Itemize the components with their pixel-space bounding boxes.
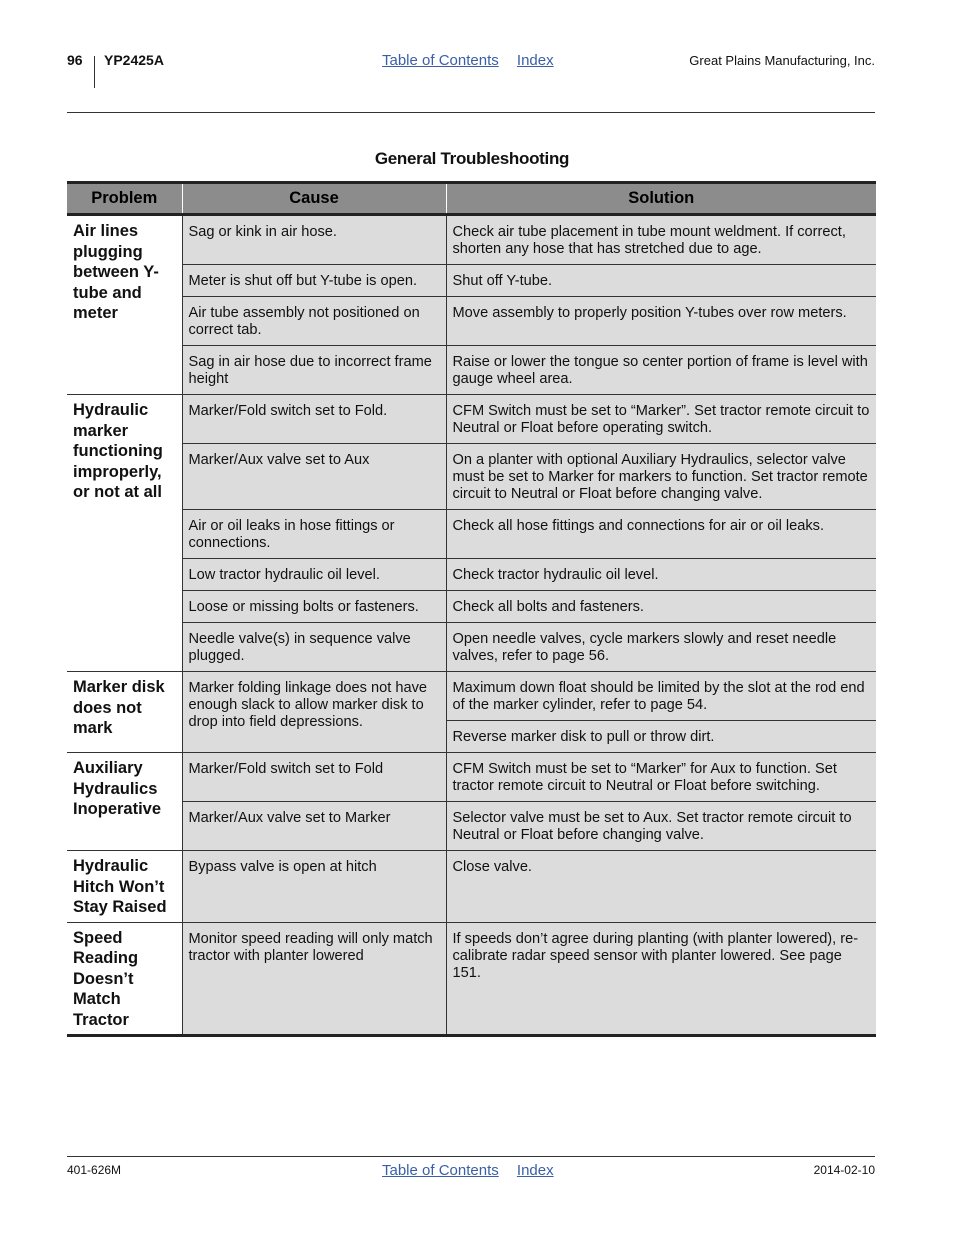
table-row bbox=[67, 922, 876, 1036]
problem-cell: Marker disk does not mark bbox=[67, 672, 182, 753]
table-row bbox=[67, 753, 876, 802]
problem-cell: Hydraulic Hitch Won’t Stay Raised bbox=[67, 851, 182, 923]
cause-cell: Needle valve(s) in sequence valve plugged. bbox=[182, 623, 446, 672]
problem-cell: Speed Reading Doesn’t Match Tractor bbox=[67, 922, 182, 1036]
table-header-row bbox=[67, 183, 876, 215]
cause-cell: Meter is shut off but Y-tube is open. bbox=[182, 265, 446, 297]
table-row bbox=[67, 510, 876, 559]
table-row bbox=[67, 851, 876, 923]
cause-cell: Marker/Aux valve set to Marker bbox=[182, 802, 446, 851]
solution-cell: On a planter with optional Auxiliary Hydraulics, selector valve must be set to Marker for markers to function. Set tractor remote circuit to Neutral or Float before changing valve. bbox=[446, 444, 876, 510]
solution-cell: If speeds don’t agree during planting (with planter lowered), re-calibrate radar speed sensor with planter lowered. See page 151. bbox=[446, 922, 876, 1036]
cause-cell: Marker/Fold switch set to Fold. bbox=[182, 395, 446, 444]
footer-rule bbox=[67, 1156, 875, 1157]
document-id: YP2425A bbox=[104, 52, 164, 68]
table-row bbox=[67, 559, 876, 591]
index-link[interactable]: Index bbox=[516, 1162, 554, 1179]
solution-cell: Move assembly to properly position Y-tubes over row meters. bbox=[446, 297, 876, 346]
troubleshooting-table bbox=[67, 181, 876, 1037]
table-row bbox=[67, 591, 876, 623]
cause-cell: Marker/Fold switch set to Fold bbox=[182, 753, 446, 802]
table-row bbox=[67, 802, 876, 851]
solution-cell: Reverse marker disk to pull or throw dirt. bbox=[446, 721, 876, 753]
cause-cell: Marker/Aux valve set to Aux bbox=[182, 444, 446, 510]
table-row bbox=[67, 623, 876, 672]
cause-cell: Low tractor hydraulic oil level. bbox=[182, 559, 446, 591]
table-body bbox=[67, 215, 876, 1036]
problem-cell: Hydraulic marker functioning improperly, or not at all bbox=[67, 395, 182, 672]
cause-cell: Bypass valve is open at hitch bbox=[182, 851, 446, 923]
solution-cell: CFM Switch must be set to “Marker” for Aux to function. Set tractor remote circuit to Neutral or Float before switching. bbox=[446, 753, 876, 802]
section-title: General Troubleshooting bbox=[374, 149, 570, 168]
solution-cell: Maximum down float should be limited by the slot at the rod end of the marker cylinder, refer to page 54. bbox=[446, 672, 876, 721]
part-number: 401-626M bbox=[67, 1163, 122, 1177]
table-of-contents-link[interactable]: Table of Contents bbox=[382, 1162, 499, 1179]
company-name: Great Plains Manufacturing, Inc. bbox=[689, 53, 875, 68]
header-divider bbox=[94, 56, 95, 88]
table-row bbox=[67, 215, 876, 265]
page-number: 96 bbox=[67, 52, 83, 68]
cause-cell: Sag in air hose due to incorrect frame height bbox=[182, 346, 446, 395]
problem-cell: Auxiliary Hydraulics Inoperative bbox=[67, 753, 182, 851]
solution-cell: Check all hose fittings and connections for air or oil leaks. bbox=[446, 510, 876, 559]
column-header-solution: Solution bbox=[446, 183, 876, 215]
solution-cell: Close valve. bbox=[446, 851, 876, 923]
cause-cell: Marker folding linkage does not have enough slack to allow marker disk to drop into field depressions. bbox=[182, 672, 446, 753]
solution-cell: Shut off Y-tube. bbox=[446, 265, 876, 297]
table-row bbox=[67, 346, 876, 395]
solution-cell: Check tractor hydraulic oil level. bbox=[446, 559, 876, 591]
solution-cell: CFM Switch must be set to “Marker”. Set tractor remote circuit to Neutral or Float before operating switch. bbox=[446, 395, 876, 444]
solution-cell: Check all bolts and fasteners. bbox=[446, 591, 876, 623]
header-nav bbox=[382, 52, 568, 69]
problem-cell: Air lines plugging between Y-tube and meter bbox=[67, 215, 182, 395]
table-row bbox=[67, 395, 876, 444]
solution-cell: Check air tube placement in tube mount weldment. If correct, shorten any hose that has stretched due to age. bbox=[446, 215, 876, 265]
cause-cell: Loose or missing bolts or fasteners. bbox=[182, 591, 446, 623]
column-header-problem: Problem bbox=[67, 183, 182, 215]
table-row bbox=[67, 444, 876, 510]
cause-cell: Sag or kink in air hose. bbox=[182, 215, 446, 265]
footer-nav bbox=[382, 1162, 568, 1179]
publish-date: 2014-02-10 bbox=[813, 1163, 875, 1177]
table-row bbox=[67, 265, 876, 297]
solution-cell: Raise or lower the tongue so center portion of frame is level with gauge wheel area. bbox=[446, 346, 876, 395]
table-row bbox=[67, 297, 876, 346]
cause-cell: Air tube assembly not positioned on correct tab. bbox=[182, 297, 446, 346]
index-link[interactable]: Index bbox=[516, 52, 554, 69]
table-of-contents-link[interactable]: Table of Contents bbox=[382, 52, 499, 69]
table-row bbox=[67, 672, 876, 721]
cause-cell: Air or oil leaks in hose fittings or connections. bbox=[182, 510, 446, 559]
solution-cell: Selector valve must be set to Aux. Set tractor remote circuit to Neutral or Float before changing valve. bbox=[446, 802, 876, 851]
column-header-cause: Cause bbox=[182, 183, 446, 215]
cause-cell: Monitor speed reading will only match tractor with planter lowered bbox=[182, 922, 446, 1036]
solution-cell: Open needle valves, cycle markers slowly and reset needle valves, refer to page 56. bbox=[446, 623, 876, 672]
header-rule bbox=[67, 112, 875, 113]
